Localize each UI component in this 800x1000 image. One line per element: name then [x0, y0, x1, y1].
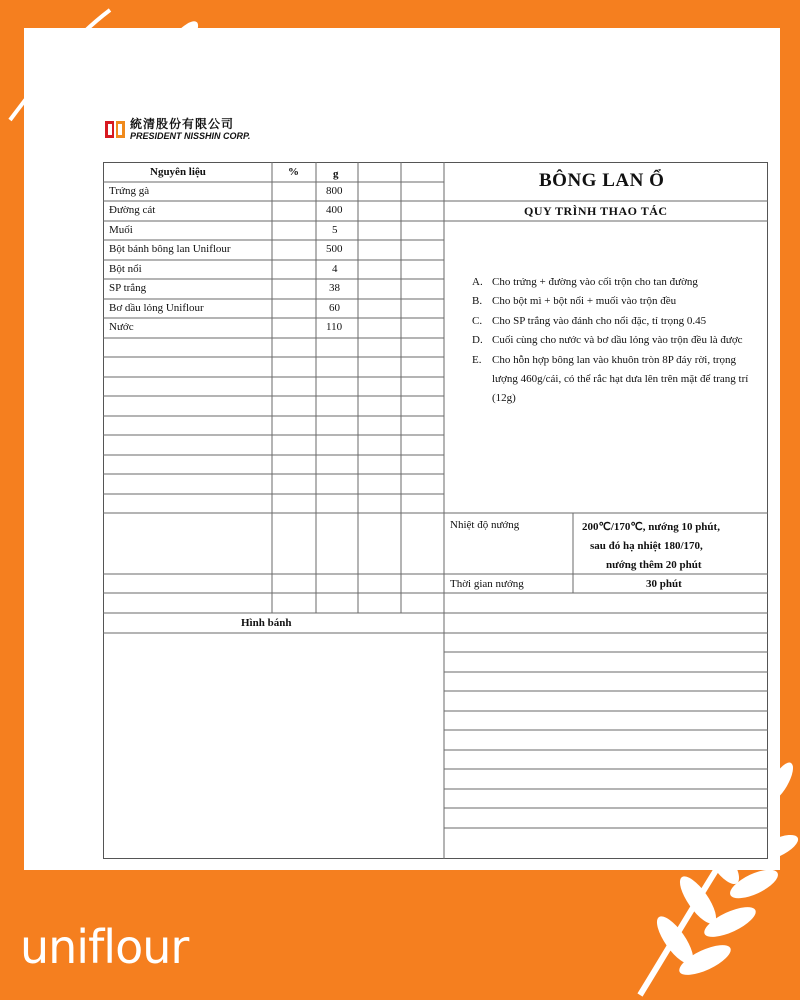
- process-step: A. Cho trứng + đường vào cối trộn cho tan đường: [472, 276, 698, 288]
- baking-temp-value-line2: sau đó hạ nhiệt 180/170,: [590, 540, 703, 552]
- ingredient-grams: 800: [326, 185, 343, 197]
- logo-english-text: PRESIDENT NISSHIN CORP.: [130, 130, 251, 141]
- recipe-title: BÔNG LAN Ổ: [539, 170, 665, 191]
- process-step: D. Cuối cùng cho nước và bơ dầu lỏng vào trộn đều là được: [472, 334, 743, 347]
- baking-temp-label: Nhiệt độ nướng: [450, 519, 520, 531]
- baking-time-value: 30 phút: [646, 578, 682, 590]
- ingredient-name: Bơ dầu lỏng Uniflour: [109, 302, 204, 314]
- ingredient-grams: 60: [329, 302, 340, 314]
- ingredient-grams: 500: [326, 243, 343, 255]
- ingredient-grams: 38: [329, 282, 340, 294]
- ingredient-name: Đường cát: [109, 204, 156, 216]
- header-percent: %: [288, 166, 299, 178]
- ingredient-name: Muối: [109, 224, 133, 236]
- baking-temp-value-line3: nướng thêm 20 phút: [606, 559, 702, 571]
- ingredient-grams: 5: [332, 224, 338, 236]
- process-title: QUY TRÌNH THAO TÁC: [524, 204, 668, 218]
- ingredient-name: Trứng gà: [109, 185, 150, 197]
- ingredient-grams: 4: [332, 263, 338, 275]
- baking-temp-value-line1: 200℃/170℃, nướng 10 phút,: [582, 521, 720, 533]
- header-ingredient: Nguyên liệu: [150, 166, 206, 178]
- ingredient-grams: 110: [326, 321, 343, 333]
- process-step: E. Cho hỗn hợp bông lan vào khuôn tròn 8P đáy rời, trọng lượng 460g/cái, có thể rắc hạt dưa lên trên mặt để trang trí (12g): [472, 353, 749, 405]
- process-steps: [472, 273, 762, 409]
- baking-time-label: Thời gian nướng: [450, 578, 524, 590]
- header-grams: g: [333, 168, 339, 180]
- uniflour-brand-logo: uniflour: [20, 920, 189, 974]
- logo-chinese-text: 統清股份有限公司: [130, 116, 235, 131]
- ingredient-name: Bột nổi: [109, 263, 142, 275]
- ingredient-name: Nước: [109, 321, 134, 333]
- ingredient-name: SP trắng: [109, 282, 147, 294]
- cake-image-label: Hình bánh: [241, 617, 292, 629]
- ingredient-name: Bột bánh bông lan Uniflour: [109, 243, 231, 255]
- ingredient-grams: 400: [326, 204, 343, 216]
- process-step: B. Cho bột mì + bột nổi + muối vào trộn đều: [472, 295, 677, 308]
- process-step: C. Cho SP trắng vào đánh cho nổi đặc, tỉ trọng 0.45: [472, 314, 707, 327]
